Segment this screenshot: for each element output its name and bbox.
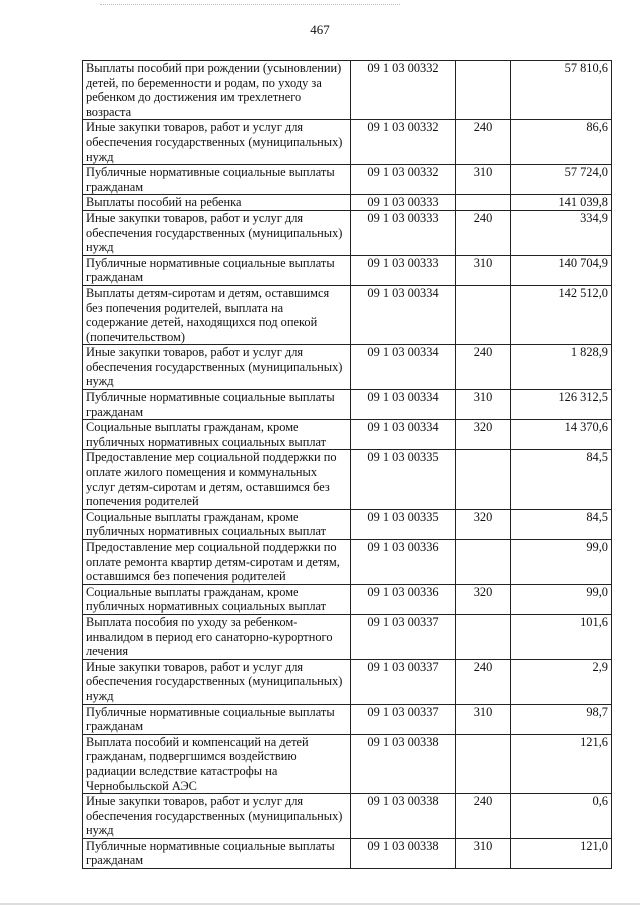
table-row bbox=[83, 210, 612, 255]
expense-name-cell: Публичные нормативные социальные выплаты гражданам bbox=[83, 838, 351, 868]
table-row bbox=[83, 614, 612, 659]
expense-name-cell: Публичные нормативные социальные выплаты гражданам bbox=[83, 165, 351, 195]
target-code-cell: 09 1 03 00338 bbox=[351, 794, 456, 839]
table-row bbox=[83, 584, 612, 614]
target-code-cell: 09 1 03 00333 bbox=[351, 210, 456, 255]
table-row bbox=[83, 838, 612, 868]
target-code-cell: 09 1 03 00332 bbox=[351, 61, 456, 120]
amount-cell: 99,0 bbox=[511, 540, 612, 585]
amount-cell: 86,6 bbox=[511, 120, 612, 165]
target-code-cell: 09 1 03 00337 bbox=[351, 614, 456, 659]
amount-cell: 126 312,5 bbox=[511, 390, 612, 420]
expense-type-cell: 240 bbox=[456, 345, 511, 390]
target-code-cell: 09 1 03 00334 bbox=[351, 345, 456, 390]
amount-cell: 142 512,0 bbox=[511, 285, 612, 344]
expense-name-cell: Предоставление мер социальной поддержки по оплате ремонта квартир детям-сиротам и детям, оставшимся без попечения родителей bbox=[83, 540, 351, 585]
expense-type-cell: 310 bbox=[456, 165, 511, 195]
table-row bbox=[83, 509, 612, 539]
page-number: 467 bbox=[310, 22, 330, 37]
expense-type-cell: 310 bbox=[456, 838, 511, 868]
expense-name-cell: Выплаты пособий при рождении (усыновлении) детей, по беременности и родам, по уходу за ребенком до достижения им трехлетнего возраста bbox=[83, 61, 351, 120]
amount-cell: 121,0 bbox=[511, 838, 612, 868]
expense-name-cell: Иные закупки товаров, работ и услуг для обеспечения государственных (муниципальных) нужд bbox=[83, 120, 351, 165]
target-code-cell: 09 1 03 00332 bbox=[351, 165, 456, 195]
amount-cell: 0,6 bbox=[511, 794, 612, 839]
expense-type-cell bbox=[456, 540, 511, 585]
target-code-cell: 09 1 03 00333 bbox=[351, 195, 456, 211]
expense-type-cell: 320 bbox=[456, 420, 511, 450]
table-row bbox=[83, 120, 612, 165]
table-row bbox=[83, 450, 612, 509]
amount-cell: 57 810,6 bbox=[511, 61, 612, 120]
target-code-cell: 09 1 03 00334 bbox=[351, 420, 456, 450]
amount-cell: 141 039,8 bbox=[511, 195, 612, 211]
amount-cell: 84,5 bbox=[511, 450, 612, 509]
expense-name-cell: Социальные выплаты гражданам, кроме публичных нормативных социальных выплат bbox=[83, 584, 351, 614]
expense-type-cell bbox=[456, 195, 511, 211]
target-code-cell: 09 1 03 00337 bbox=[351, 704, 456, 734]
amount-cell: 101,6 bbox=[511, 614, 612, 659]
target-code-cell: 09 1 03 00336 bbox=[351, 584, 456, 614]
table-row bbox=[83, 61, 612, 120]
amount-cell: 140 704,9 bbox=[511, 255, 612, 285]
amount-cell: 14 370,6 bbox=[511, 420, 612, 450]
expense-type-cell bbox=[456, 450, 511, 509]
expense-type-cell: 310 bbox=[456, 390, 511, 420]
expense-type-cell bbox=[456, 614, 511, 659]
table-row bbox=[83, 255, 612, 285]
expense-type-cell bbox=[456, 734, 511, 793]
table-row bbox=[83, 540, 612, 585]
amount-cell: 98,7 bbox=[511, 704, 612, 734]
table-row bbox=[83, 704, 612, 734]
target-code-cell: 09 1 03 00338 bbox=[351, 838, 456, 868]
expense-type-cell: 240 bbox=[456, 659, 511, 704]
target-code-cell: 09 1 03 00332 bbox=[351, 120, 456, 165]
expense-name-cell: Выплата пособий и компенсаций на детей гражданам, подвергшимся воздействию радиации вследствие катастрофы на Чернобыльской АЭС bbox=[83, 734, 351, 793]
expense-type-cell: 320 bbox=[456, 509, 511, 539]
expense-type-cell: 240 bbox=[456, 794, 511, 839]
expense-type-cell bbox=[456, 61, 511, 120]
table-row bbox=[83, 195, 612, 211]
expense-type-cell: 320 bbox=[456, 584, 511, 614]
table-row bbox=[83, 794, 612, 839]
amount-cell: 121,6 bbox=[511, 734, 612, 793]
amount-cell: 57 724,0 bbox=[511, 165, 612, 195]
target-code-cell: 09 1 03 00338 bbox=[351, 734, 456, 793]
amount-cell: 84,5 bbox=[511, 509, 612, 539]
amount-cell: 2,9 bbox=[511, 659, 612, 704]
expense-name-cell: Выплата пособия по уходу за ребенком-инвалидом в период его санаторно-курортного лечения bbox=[83, 614, 351, 659]
expense-name-cell: Выплаты детям-сиротам и детям, оставшимся без попечения родителей, выплата на содержание детей, находящихся под опекой (попечительством) bbox=[83, 285, 351, 344]
table-row bbox=[83, 734, 612, 793]
expense-type-cell: 240 bbox=[456, 120, 511, 165]
expense-name-cell: Публичные нормативные социальные выплаты гражданам bbox=[83, 390, 351, 420]
table-row bbox=[83, 420, 612, 450]
amount-cell: 99,0 bbox=[511, 584, 612, 614]
expense-name-cell: Выплаты пособий на ребенка bbox=[83, 195, 351, 211]
table-row bbox=[83, 390, 612, 420]
target-code-cell: 09 1 03 00333 bbox=[351, 255, 456, 285]
target-code-cell: 09 1 03 00335 bbox=[351, 450, 456, 509]
expense-name-cell: Иные закупки товаров, работ и услуг для обеспечения государственных (муниципальных) нужд bbox=[83, 210, 351, 255]
expense-type-cell: 240 bbox=[456, 210, 511, 255]
scan-artifact bbox=[100, 4, 400, 8]
target-code-cell: 09 1 03 00337 bbox=[351, 659, 456, 704]
expense-type-cell: 310 bbox=[456, 704, 511, 734]
expense-name-cell: Предоставление мер социальной поддержки по оплате жилого помещения и коммунальных услуг детям-сиротам и детям, оставшимся без попечения родителей bbox=[83, 450, 351, 509]
expense-name-cell: Публичные нормативные социальные выплаты гражданам bbox=[83, 704, 351, 734]
expense-type-cell bbox=[456, 285, 511, 344]
target-code-cell: 09 1 03 00334 bbox=[351, 390, 456, 420]
amount-cell: 1 828,9 bbox=[511, 345, 612, 390]
expense-name-cell: Социальные выплаты гражданам, кроме публичных нормативных социальных выплат bbox=[83, 420, 351, 450]
target-code-cell: 09 1 03 00334 bbox=[351, 285, 456, 344]
expense-name-cell: Иные закупки товаров, работ и услуг для обеспечения государственных (муниципальных) нужд bbox=[83, 345, 351, 390]
amount-cell: 334,9 bbox=[511, 210, 612, 255]
target-code-cell: 09 1 03 00335 bbox=[351, 509, 456, 539]
table-row bbox=[83, 285, 612, 344]
expense-type-cell: 310 bbox=[456, 255, 511, 285]
table-row bbox=[83, 345, 612, 390]
target-code-cell: 09 1 03 00336 bbox=[351, 540, 456, 585]
expense-name-cell: Социальные выплаты гражданам, кроме публичных нормативных социальных выплат bbox=[83, 509, 351, 539]
table-row bbox=[83, 659, 612, 704]
expense-name-cell: Иные закупки товаров, работ и услуг для обеспечения государственных (муниципальных) нужд bbox=[83, 659, 351, 704]
table-row bbox=[83, 165, 612, 195]
budget-table bbox=[82, 60, 612, 869]
expense-name-cell: Публичные нормативные социальные выплаты гражданам bbox=[83, 255, 351, 285]
expense-name-cell: Иные закупки товаров, работ и услуг для обеспечения государственных (муниципальных) нужд bbox=[83, 794, 351, 839]
table-body bbox=[83, 61, 612, 869]
